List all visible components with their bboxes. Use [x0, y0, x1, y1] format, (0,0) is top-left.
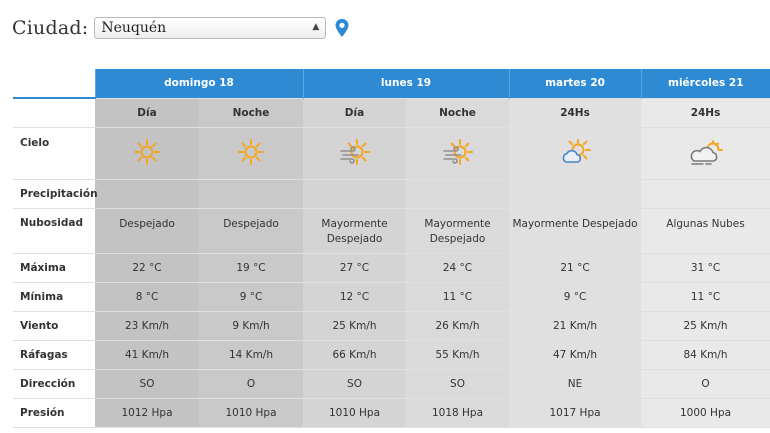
min-temp-value: 9 °C: [509, 282, 641, 311]
max-temp-value: 19 °C: [199, 253, 303, 282]
clouds-value: Mayormente: [321, 217, 388, 230]
sun-cloud-icon: [558, 137, 592, 167]
precipitation-row: [13, 179, 770, 208]
wind-value: 25 Km/h: [641, 311, 770, 340]
forecast-table: [13, 69, 770, 428]
row-label: Ráfagas: [13, 340, 95, 369]
clouds-value: Mayormente Despejado: [512, 217, 638, 230]
period-label: 24Hs: [641, 98, 770, 127]
min-temp-row: [13, 282, 770, 311]
row-label: Cielo: [13, 127, 95, 179]
day-header: miércoles 21: [641, 69, 770, 98]
sky-row: [13, 127, 770, 179]
max-temp-value: 27 °C: [303, 253, 406, 282]
pressure-value: 1017 Hpa: [509, 398, 641, 427]
sun-icon: [234, 137, 268, 167]
period-label: Noche: [406, 98, 509, 127]
row-label: Presión: [13, 398, 95, 427]
clouds-value: Algunas Nubes: [666, 217, 745, 230]
pressure-row: [13, 398, 770, 427]
clouds-value: Despejado: [119, 217, 175, 230]
min-temp-value: 9 °C: [199, 282, 303, 311]
wind-value: 26 Km/h: [406, 311, 509, 340]
row-label: Nubosidad: [13, 208, 95, 253]
direction-value: SO: [95, 369, 199, 398]
direction-value: SO: [303, 369, 406, 398]
direction-value: O: [641, 369, 770, 398]
period-label: 24Hs: [509, 98, 641, 127]
direction-value: O: [199, 369, 303, 398]
clouds-value: Despejado: [223, 217, 279, 230]
row-label: Máxima: [13, 253, 95, 282]
max-temp-value: 22 °C: [95, 253, 199, 282]
min-temp-value: 8 °C: [95, 282, 199, 311]
wind-value: 21 Km/h: [509, 311, 641, 340]
min-temp-value: 11 °C: [641, 282, 770, 311]
gusts-value: 84 Km/h: [641, 340, 770, 369]
direction-row: [13, 369, 770, 398]
gusts-value: 66 Km/h: [303, 340, 406, 369]
wind-value: 23 Km/h: [95, 311, 199, 340]
location-pin-icon[interactable]: [334, 18, 350, 38]
direction-value: SO: [406, 369, 509, 398]
pressure-value: 1012 Hpa: [95, 398, 199, 427]
period-label: Día: [303, 98, 406, 127]
max-temp-value: 24 °C: [406, 253, 509, 282]
max-temp-row: [13, 253, 770, 282]
row-label: Precipitación: [13, 179, 95, 208]
wind-value: 9 Km/h: [199, 311, 303, 340]
day-header: martes 20: [509, 69, 641, 98]
city-dropdown[interactable]: [94, 17, 326, 39]
periods-row: [13, 98, 770, 127]
wind-row: [13, 311, 770, 340]
period-label: Noche: [199, 98, 303, 127]
dropdown-arrow-icon: ▲: [312, 22, 320, 32]
days-header-row: [13, 69, 770, 98]
pressure-value: 1000 Hpa: [641, 398, 770, 427]
min-temp-value: 11 °C: [406, 282, 509, 311]
max-temp-value: 21 °C: [509, 253, 641, 282]
gusts-value: 47 Km/h: [509, 340, 641, 369]
min-temp-value: 12 °C: [303, 282, 406, 311]
pressure-value: 1018 Hpa: [406, 398, 509, 427]
day-header: lunes 19: [303, 69, 509, 98]
row-label: Dirección: [13, 369, 95, 398]
sun-wind-icon: [338, 137, 372, 167]
city-selected-value: Neuquén: [101, 20, 167, 36]
gusts-value: 41 Km/h: [95, 340, 199, 369]
pressure-value: 1010 Hpa: [303, 398, 406, 427]
gusts-value: 55 Km/h: [406, 340, 509, 369]
cloud-sun-icon: [689, 137, 723, 167]
row-label: Viento: [13, 311, 95, 340]
gusts-value: 14 Km/h: [199, 340, 303, 369]
wind-value: 25 Km/h: [303, 311, 406, 340]
clouds-value: Despejado: [326, 232, 383, 245]
pressure-value: 1010 Hpa: [199, 398, 303, 427]
period-label: Día: [95, 98, 199, 127]
max-temp-value: 31 °C: [641, 253, 770, 282]
sun-wind-icon: [441, 137, 475, 167]
direction-value: NE: [509, 369, 641, 398]
city-selector-bar: [12, 14, 350, 42]
gusts-row: [13, 340, 770, 369]
clouds-value: Mayormente: [424, 217, 491, 230]
row-label: Mínima: [13, 282, 95, 311]
sun-icon: [130, 137, 164, 167]
city-label: Ciudad:: [12, 17, 89, 39]
clouds-row: [13, 208, 770, 253]
day-header: domingo 18: [95, 69, 303, 98]
clouds-value: Despejado: [429, 232, 486, 245]
